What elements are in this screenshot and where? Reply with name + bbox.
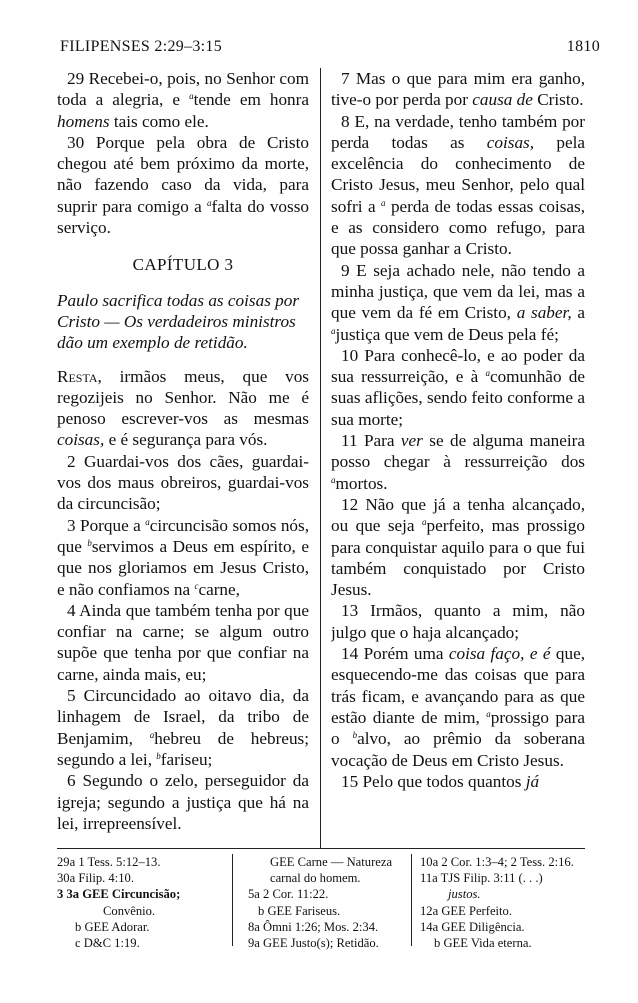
footnotes-col-1: [57, 854, 222, 951]
footnote: carnal do homem.: [270, 871, 361, 886]
footnote: 9a GEE Justo(s); Retidão.: [248, 936, 379, 951]
verse-10: 10 Para conhecê-lo, e ao poder da sua ressurreição, e à $^a$comunhão de suas aflições, sendo feito conforme a sua morte;: [331, 345, 585, 429]
page-number: 1810: [566, 38, 600, 55]
column-divider: [320, 68, 321, 848]
footnote: justos.: [448, 887, 481, 902]
left-column: [57, 68, 309, 848]
verse-15: 15 Pelo que todos quantos já: [341, 771, 540, 791]
verse-3: 3 Porque a $^a$circuncisão somos nós, que $^b$servimos a Deus em espírito, e que nos gloriamos em Jesus Cristo, e não confiamos na $^c$carne,: [57, 515, 309, 599]
verse-5: 5 Circuncidado ao oitavo dia, da linhagem de Israel, da tribo de Benjamim, $^a$hebreu de hebreus; segundo a lei, $^b$fariseu;: [57, 686, 309, 769]
footnote: Convênio.: [103, 903, 156, 918]
footnote: 10a 2 Cor. 1:3–4; 2 Tess. 2:16.: [420, 855, 574, 869]
verse-12: 12 Não que já a tenha alcançado, ou que seja $^a$perfeito, mas prossigo para conquistar aquilo para o que fui também conquistado por Cristo Jesus.: [331, 494, 585, 600]
verse-30: 30 Porque pela obra de Cristo chegou até bem próximo da morte, não fazendo caso da vida, para suprir para comigo a $^a$falta do vosso serviço.: [57, 132, 309, 238]
footnote: 8a Ômni 1:26; Mos. 2:34.: [248, 919, 379, 934]
footnote-divider: [232, 854, 233, 946]
footnote: 5a 2 Cor. 11:22.: [248, 887, 329, 902]
footnote-divider: [411, 854, 412, 946]
verse-1: Resta, irmãos meus, que vos regozijeis no Senhor. Não me é penoso escrever-vos as mesmas coisas, e é segurança para vós.: [57, 366, 309, 450]
verse-9: 9 E seja achado nele, não tendo a minha justiça, que vem da lei, mas a que vem da fé em Cristo, a saber, a $^a$justiça que vem de Deus pela fé;: [331, 260, 585, 344]
footnote: 11a TJS Filip. 3:11 (. . .): [420, 871, 543, 886]
chapter-heading: CAPÍTULO 3: [132, 255, 234, 275]
footnote: 12a GEE Perfeito.: [420, 903, 512, 918]
footnote: 14a GEE Diligência.: [420, 919, 525, 934]
verse-11: 11 Para ver se de alguma maneira posso chegar à ressurreição dos $^a$mortos.: [331, 431, 585, 493]
footnote: b GEE Fariseus.: [258, 903, 341, 918]
footnote-rule: [57, 848, 585, 849]
footnote: b GEE Adorar.: [75, 919, 150, 934]
verse-29: 29 Recebei-o, pois, no Senhor com toda a alegria, e $^a$tende em honra homens tais como ele.: [57, 69, 309, 131]
page-header: [60, 38, 600, 62]
verse-14: 14 Porém uma coisa faço, e é que, esquecendo-me das coisas que para trás ficam, e avançando para as que estão diante de mim, $^a$prossigo para o $^b$alvo, ao prêmio da soberana vocação de Deus em Cristo Jesus.: [331, 644, 585, 770]
footnote: b GEE Vida eterna.: [434, 936, 532, 951]
right-column: [331, 68, 585, 848]
verse-6: 6 Segundo o zelo, perseguidor da igreja; segundo a justiça que há na lei, irrepreensível.: [57, 771, 309, 833]
verse-2: 2 Guardai-vos dos cães, guardai-vos dos maus obreiros, guardai-vos da circuncisão;: [57, 451, 309, 514]
footnote: 29a 1 Tess. 5:12–13.: [57, 855, 161, 869]
verse-4: 4 Ainda que também tenha por que confiar na carne; se algum outro supõe que tenha por que confiar na carne, ainda mais, eu;: [57, 600, 309, 684]
verse-7: 7 Mas o que para mim era ganho, tive-o por perda por causa de Cristo.: [331, 69, 585, 110]
verse-8: 8 E, na verdade, tenho também por perda todas as coisas, pela excelência do conhecimento de Cristo Jesus, meu Senhor, pelo qual sofri a $^a$ perda de todas essas coisas, e as considero como refugo, para que possa ganhar a Cristo.: [331, 111, 585, 259]
running-head: FILIPENSES 2:29–3:15: [60, 38, 223, 55]
footnotes-col-2: [248, 854, 408, 951]
footnote: GEE Carne — Natureza: [270, 855, 393, 869]
footnote: c D&C 1:19.: [75, 936, 140, 951]
footnote: 3 3a GEE Circuncisão;: [57, 887, 181, 902]
chapter-summary: Paulo sacrifica todas as coisas por Cristo — Os verdadeiros ministros dão um exemplo de retidão.: [57, 290, 300, 353]
verse-13: 13 Irmãos, quanto a mim, não julgo que o haja alcançado;: [331, 601, 585, 642]
footnotes-col-3: [420, 854, 590, 951]
footnote: 30a Filip. 4:10.: [57, 871, 134, 886]
